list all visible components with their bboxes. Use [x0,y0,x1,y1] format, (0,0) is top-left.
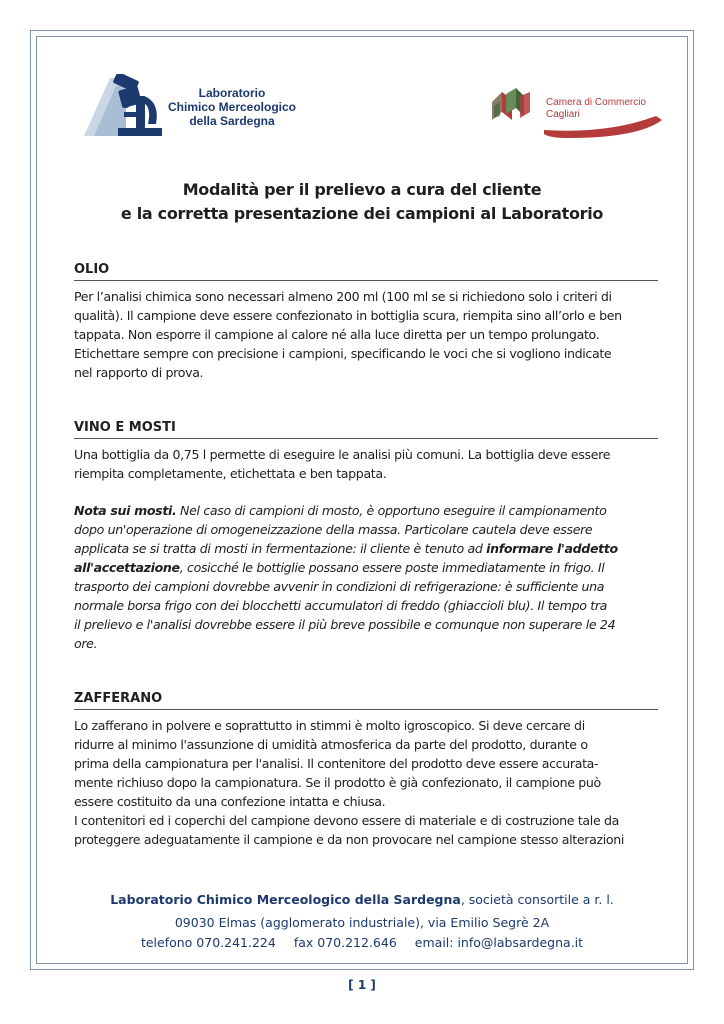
text-line: Per l’analisi chimica sono necessari almeno 200 ml (100 ml se si richiedono solo i criteri di [74,289,612,304]
chamber-of-commerce-logo [488,84,672,144]
text-line: normale borsa frigo con dei blocchetti accumulatori di freddo (ghiaccioli blu). Il tempo tra [74,598,608,613]
microscope-icon [84,74,168,138]
zafferano-paragraph [74,716,658,849]
text-line: proteggere adeguatamente il campione e da non provocare nel campione stesso alterazioni [74,832,624,847]
chamber-logo-line-2: Cagliari [546,109,580,120]
text-line: Una bottiglia da 0,75 l permette di eseguire le analisi più comuni. La bottiglia deve essere [74,447,611,462]
vino-paragraph [74,445,658,483]
text-line: tappata. Non esporre il campione al calore né alla luce diretta per un tempo prolungato. [74,327,600,342]
chamber-logo-line-1: Camera di Commercio [546,97,647,108]
footer-email[interactable]: email: info@labsardegna.it [414,935,584,950]
section-heading-olio: OLIO [74,261,658,281]
text-line: Etichettare sempre con precisione i campioni, specificando le voci che si vogliono indicate [74,346,612,361]
olio-paragraph [74,287,658,382]
section-heading-zafferano: ZAFFERANO [74,690,658,710]
text-line: riempita completamente, etichettata e ben tappata. [74,466,387,481]
text-line [74,539,658,558]
lab-logo-line-1: Laboratorio [198,86,266,100]
text-line: essere costituito da una confezione intatta e chiusa. [74,794,386,809]
nota-emphasis-1: informare l'addetto [486,541,618,556]
text-line: I contenitori ed i coperchi del campione devono essere di materiale e di costruzione tale da [74,813,620,828]
section-heading-vino-e-mosti: VINO E MOSTI [74,419,658,439]
chamber-logo-text [546,97,646,121]
nota-mosti-paragraph [74,501,658,653]
page-number: [ 1 ] [348,978,376,992]
footer-phone: telefono 070.241.224 [140,935,276,950]
text-line: qualità). Il campione deve essere confezionato in bottiglia scura, riempita sino all’orlo e ben [74,308,622,323]
nota-line-3-a: applicata se si tratta di mosti in fermentazione: il cliente è tenuto ad [74,541,487,556]
lab-logo-line-3: della Sardegna [189,114,275,128]
text-line: il prelievo e l'analisi dovrebbe essere il più breve possibile e comunque non superare le 24 [74,617,616,632]
nota-mosti-label: Nota sui mosti. [74,503,177,518]
title-line-1: Modalità per il prelievo a cura del cliente [182,180,542,199]
text-line: dopo un'operazione di omogeneizzazione della massa. Particolare cautela deve essere [74,522,593,537]
nota-line-1-rest: Nel caso di campioni di mosto, è opportuno eseguire il campionamento [176,503,607,518]
text-line [74,558,658,577]
title-line-2: e la corretta presentazione dei campioni al Laboratorio [120,204,604,223]
footer-lab-line [40,892,684,907]
nota-line-4-rest: , cosicché le bottiglie possano essere poste immediatamente in frigo. Il [179,560,605,575]
footer-fax: fax 070.212.646 [293,935,397,950]
document-title [40,178,684,226]
text-line [74,501,658,520]
text-line: nel rapporto di prova. [74,365,204,380]
footer-lab-suffix: , società consortile a r. l. [460,892,614,907]
lab-logo [84,74,297,140]
footer-contacts [40,935,684,950]
lab-logo-text [167,86,297,128]
nota-emphasis-2: all'accettazione [74,560,180,575]
text-line: Lo zafferano in polvere e soprattutto in stimmi è molto igroscopico. Si deve cercare di [74,718,585,733]
footer-address: 09030 Elmas (agglomerato industriale), via Emilio Segrè 2A [174,915,550,930]
lab-logo-line-2: Chimico Merceologico [167,100,297,114]
text-line: trasporto dei campioni dovrebbe avvenir in condizioni di refrigerazione: è sufficiente una [74,579,605,594]
text-line: ridurre al minimo l'assunzione di umidità atmosferica da parte del prodotto, durante o [74,737,588,752]
text-line: prima della campionatura per l'analisi. Il contenitore del prodotto deve essere accurata- [74,756,599,771]
text-line: ore. [74,636,98,651]
footer-lab-name: Laboratorio Chimico Merceologico della Sardegna [110,892,461,907]
text-line: mente richiuso dopo la campionatura. Se il prodotto è già confezionato, il campione può [74,775,601,790]
